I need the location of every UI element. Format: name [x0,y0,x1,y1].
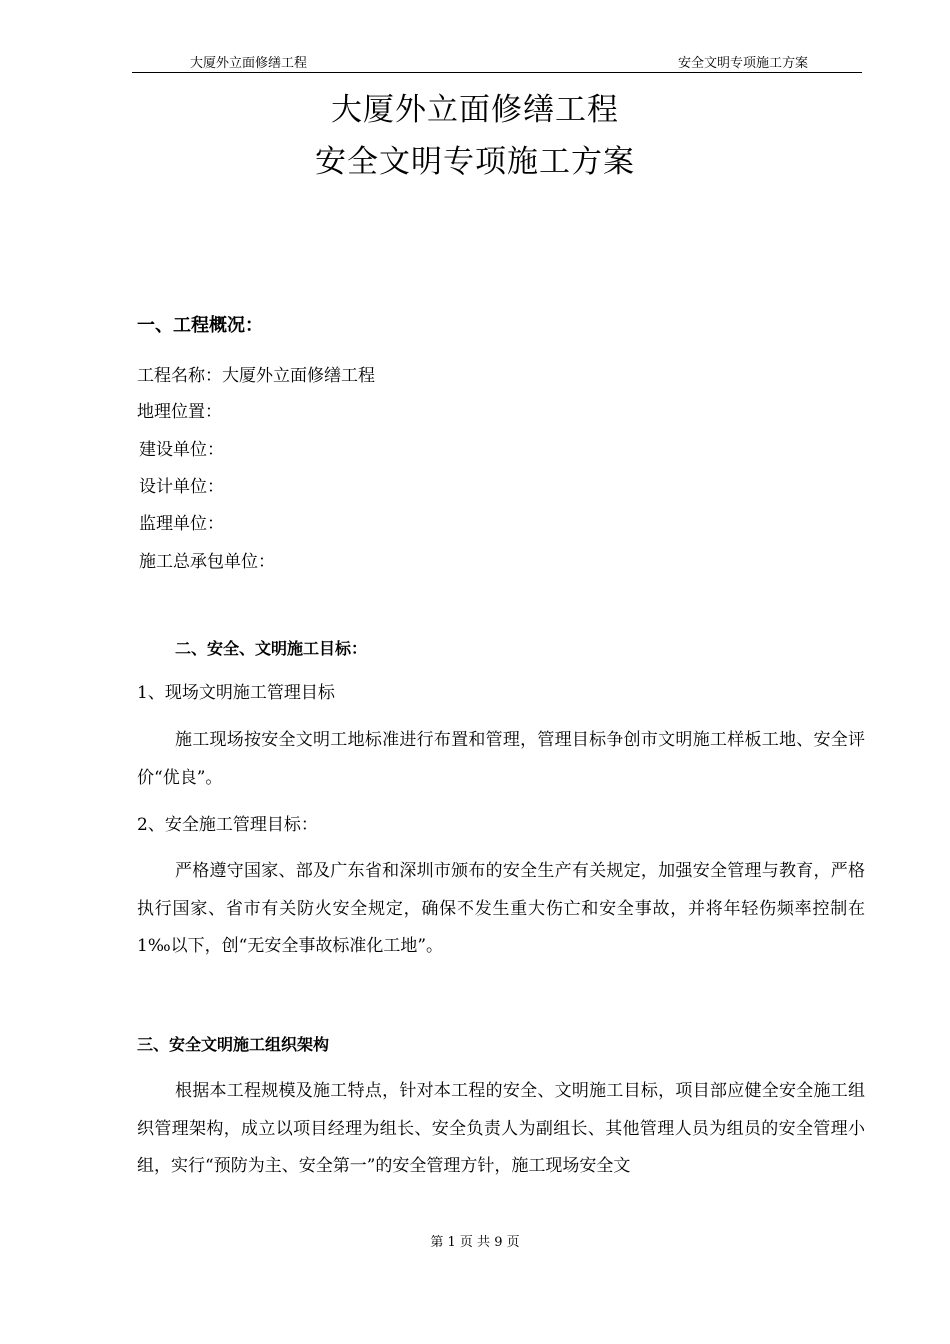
section-3-heading: 三、安全文明施工组织架构 [137,1035,330,1054]
header-document-title: 安全文明专项施工方案 [677,56,808,71]
subheading-safety-goal: 2、安全施工管理目标： [137,815,318,835]
field-general-contractor: 施工总承包单位： [139,552,275,572]
field-designer: 设计单位： [139,477,224,497]
paragraph-safety-goal: 严格遵守国家、部及广东省和深圳市颁布的安全生产有关规定，加强安全管理与教育，严格执行国家、省市有关防火安全规定，确保不发生重大伤亡和安全事故，并将年轻伤频率控制在1‰以下，创“无安全事故标准化工地”。 [137,861,865,956]
page-number: 第 1 页 共 9 页 [430,1235,520,1250]
header-divider [132,72,862,73]
title-line-2: 安全文明专项施工方案 [315,144,635,180]
section-1-heading: 一、工程概况： [137,315,263,336]
section-2-heading: 二、安全、文明施工目标： [175,639,368,658]
field-supervisor: 监理单位： [139,514,224,534]
paragraph-organization: 根据本工程规模及施工特点，针对本工程的安全、文明施工目标，项目部应健全安全施工组织管理架构，成立以项目经理为组长、安全负责人为副组长、其他管理人员为组员的安全管理小组，实行“预防为主、安全第一”的安全管理方针，施工现场安全文 [137,1081,865,1176]
header-project-name: 大厦外立面修缮工程 [190,56,308,71]
subheading-civilized-goal: 1、现场文明施工管理目标 [137,683,335,703]
title-line-1: 大厦外立面修缮工程 [331,92,619,128]
field-project-name: 工程名称：大厦外立面修缮工程 [137,366,375,386]
field-owner: 建设单位： [139,440,224,460]
paragraph-civilized-goal: 施工现场按安全文明工地标准进行布置和管理，管理目标争创市文明施工样板工地、安全评价“优良”。 [137,730,865,788]
field-location: 地理位置： [137,402,222,422]
